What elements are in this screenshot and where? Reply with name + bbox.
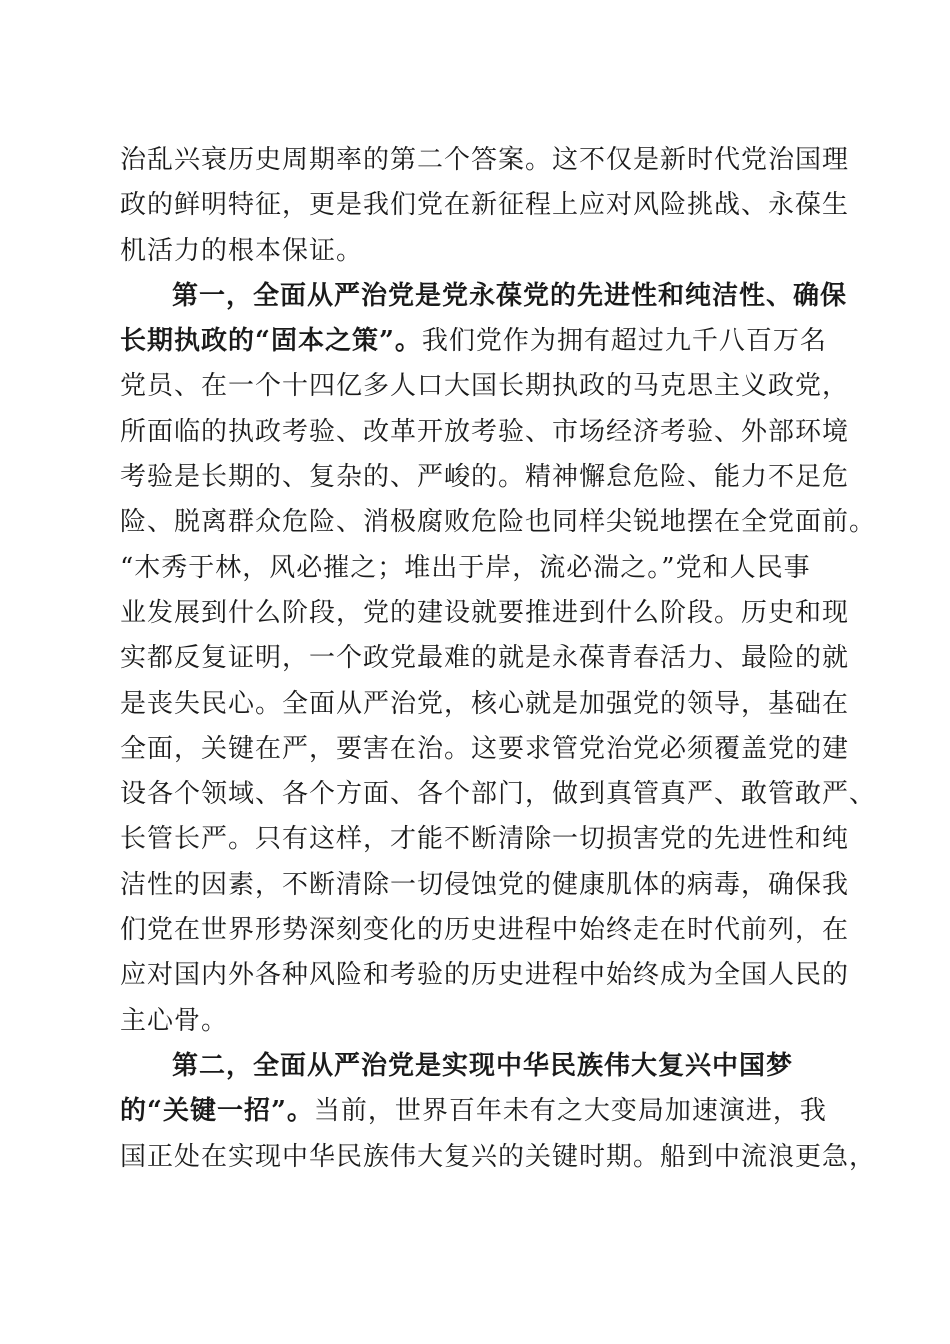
text-line: 机活力的根本保证。 (120, 235, 364, 266)
text-line: “木秀于林，风必摧之；堆出于岸，流必湍之。”党和人民事 (120, 552, 811, 583)
text-line: 主心骨。 (120, 1005, 229, 1036)
text-line: 长期执政的“固本之策”。我们党作为拥有超过九千八百万名 (120, 326, 827, 357)
text-line: 长管长严。只有这样，才能不断清除一切损害党的先进性和纯 (120, 824, 850, 855)
text-line: 治乱兴衰历史周期率的第二个答案。这不仅是新时代党治国理 (120, 145, 850, 175)
text-line: 设各个领域、各个方面、各个部门，做到真管真严、敢管敢严、 (120, 779, 877, 810)
heading-bold-text: 的“关键一招”。 (120, 1096, 314, 1127)
text-line: 们党在世界形势深刻变化的历史进程中始终走在时代前列，在 (120, 915, 850, 946)
text-line: 险、脱离群众危险、消极腐败危险也同样尖锐地摆在全党面前。 (120, 507, 877, 538)
text-line: 考验是长期的、复杂的、严峻的。精神懈怠危险、能力不足危 (120, 462, 850, 493)
heading-bold-text: 第二，全面从严治党是实现中华民族伟大复兴中国梦 (172, 1050, 794, 1081)
text-line: 党员、在一个十四亿多人口大国长期执政的马克思主义政党， (120, 371, 850, 402)
text-line: 实都反复证明，一个政党最难的就是永葆青春活力、最险的就 (120, 643, 850, 674)
section-heading-2 (120, 1044, 840, 1089)
heading-bold-text: 长期执政的“固本之策”。 (120, 326, 422, 357)
text-line: 是丧失民心。全面从严治党，核心就是加强党的领导，基础在 (120, 688, 850, 719)
text-line: 业发展到什么阶段，党的建设就要推进到什么阶段。历史和现 (120, 597, 850, 628)
text-line: 全面，关键在严，要害在治。这要求管党治党必须覆盖党的建 (120, 733, 850, 764)
text-line: 国正处在实现中华民族伟大复兴的关键时期。船到中流浪更急， (120, 1141, 877, 1172)
text-line: 洁性的因素，不断清除一切侵蚀党的健康肌体的病毒，确保我 (120, 869, 850, 900)
heading-bold-text: 第一，全面从严治党是党永葆党的先进性和纯洁性、确保 (172, 280, 848, 311)
section-heading-1 (120, 274, 848, 319)
text-line: 政的鲜明特征，更是我们党在新征程上应对风险挑战、永葆生 (120, 190, 850, 221)
text-line: 应对国内外各种风险和考验的历史进程中始终成为全国人民的 (120, 960, 850, 991)
body-text (120, 138, 877, 1180)
text-line: 的“关键一招”。当前，世界百年未有之大变局加速演进，我 (120, 1096, 827, 1127)
text-line: 所面临的执政考验、改革开放考验、市场经济考验、外部环境 (120, 416, 850, 447)
